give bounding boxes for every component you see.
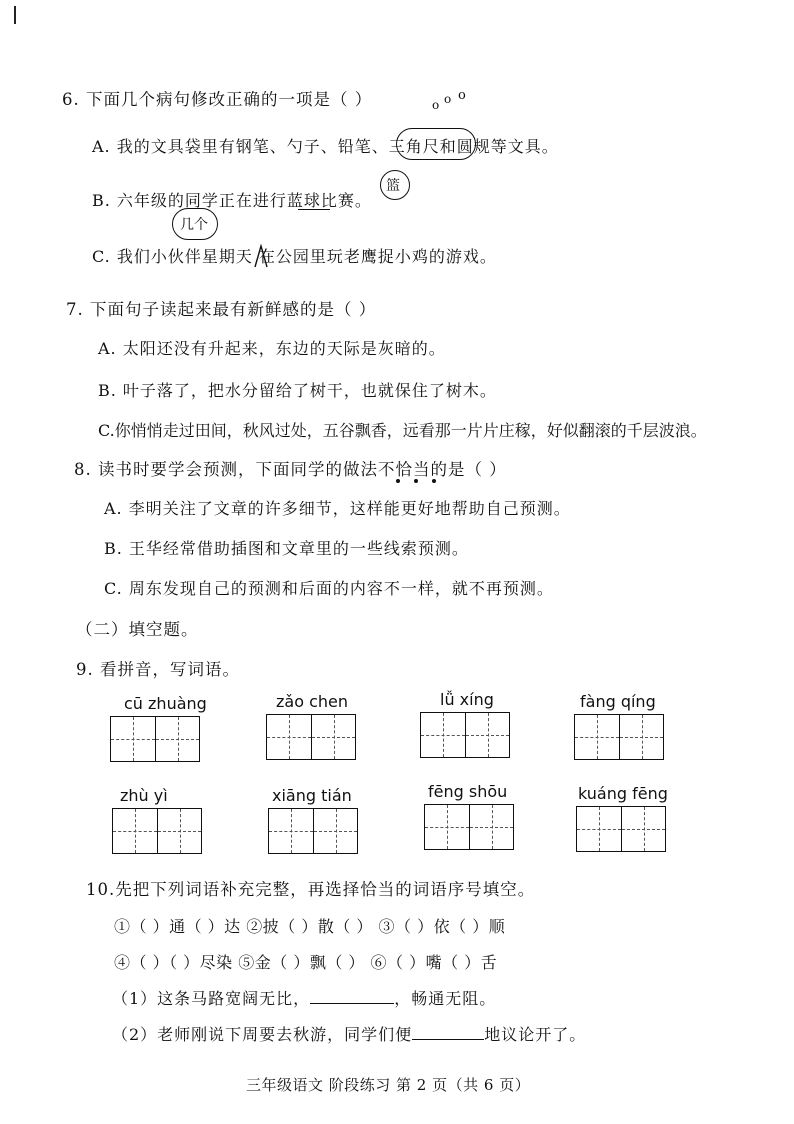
pinyin-label: fēng shōu [428, 782, 508, 801]
q6-option-c-part2: 在公园里玩老鹰捉小鸡的游戏。 [258, 247, 497, 266]
q8-emphasis-dot [414, 479, 418, 483]
q6-b-underline [298, 209, 330, 210]
q6-b-correction: 篮 [386, 178, 400, 194]
q6-scribble2: o [444, 92, 452, 106]
q7-option-b: B. 叶子落了，把水分留给了树干，也就保住了树木。 [98, 381, 497, 400]
q6-option-c [92, 244, 497, 267]
pinyin-label: lǚ xíng [440, 690, 494, 709]
q10-sentence-1 [112, 986, 496, 1009]
pinyin-label: fàng qíng [580, 692, 656, 711]
answer-grid[interactable] [424, 804, 514, 850]
answer-grid[interactable] [420, 712, 510, 758]
q8-stem: 8. 读书时要学会预测，下面同学的做法不恰当的是（ ） [74, 460, 507, 479]
q8-option-b: B. 王华经常借助插图和文章里的一些线索预测。 [104, 539, 469, 558]
q10-blank-1[interactable] [310, 1003, 394, 1004]
q8-option-c: C. 周东发现自己的预测和后面的内容不一样，就不再预测。 [104, 579, 554, 598]
answer-grid[interactable] [576, 806, 666, 852]
q8-emphasis-dot [432, 479, 436, 483]
answer-grid[interactable] [112, 808, 202, 854]
answer-grid[interactable] [266, 714, 356, 760]
q10-sentence-1-post: ，畅通无阻。 [394, 989, 497, 1008]
q6-c-insert: 几个 [180, 217, 208, 233]
q7-option-a: A. 太阳还没有升起来，东边的天际是灰暗的。 [98, 339, 446, 358]
q10-sentence-2-pre: （2）老师刚说下周要去秋游，同学们便 [112, 1025, 413, 1044]
q6-stem: 6. 下面几个病句修改正确的一项是（ ） [62, 90, 373, 109]
q7-option-c: C.你悄悄走过田间，秋风过处，五谷飘香，远看那一片片庄稼，好似翻滚的千层波浪。 [98, 421, 707, 440]
pinyin-label: zhù yì [120, 786, 168, 805]
answer-grid[interactable] [574, 714, 664, 760]
q10-sentence-2-post: 地议论开了。 [484, 1025, 587, 1044]
q6-option-c-part1: C. 我们小伙伴星期天 [92, 247, 253, 266]
q6-a-correction-circle [396, 128, 476, 160]
q6-c-caret-icon [254, 244, 268, 268]
q8-option-a: A. 李明关注了文章的许多细节，这样能更好地帮助自己预测。 [104, 499, 571, 518]
answer-grid[interactable] [110, 716, 200, 762]
margin-mark [14, 6, 16, 24]
pinyin-label: cū zhuàng [124, 694, 207, 713]
q6-scribble3: o [458, 88, 466, 103]
q10-stem: 10.先把下列词语补充完整，再选择恰当的词语序号填空。 [86, 880, 536, 899]
q6-option-a-text: A. 我的文具袋里有钢笔、勺子、铅笔、 [92, 137, 389, 156]
pinyin-label: kuáng fēng [578, 784, 668, 803]
q9-stem: 9. 看拼音，写词语。 [76, 660, 240, 679]
q7-stem: 7. 下面句子读起来最有新鲜感的是（ ） [66, 300, 377, 319]
page-footer: 三年级语文 阶段练习 第 2 页（共 6 页） [246, 1076, 531, 1094]
q6-option-a-circled: 三角尺和圆规等文具。 [388, 137, 559, 156]
q10-word-line-1: ①（ ）通（ ）达 ②披（ ）散（ ） ③（ ）依（ ）顺 [114, 917, 506, 936]
q6-option-a [92, 134, 559, 157]
q10-blank-2[interactable] [412, 1039, 484, 1040]
q10-word-line-2: ④（ ）（ ）尽染 ⑤金（ ）飘（ ） ⑥（ ）嘴（ ）舌 [114, 953, 498, 972]
answer-grid[interactable] [268, 808, 358, 854]
pinyin-label: zǎo chen [276, 692, 348, 711]
q8-emphasis-dot [396, 479, 400, 483]
q6-scribble: o [432, 98, 440, 112]
q6-option-b: B. 六年级的同学正在进行蓝球比赛。 [92, 191, 372, 210]
q10-sentence-1-pre: （1）这条马路宽阔无比， [112, 989, 311, 1008]
section-fill-in-title: （二）填空题。 [76, 620, 199, 639]
q10-sentence-2 [112, 1022, 586, 1045]
pinyin-label: xiāng tián [272, 786, 352, 805]
